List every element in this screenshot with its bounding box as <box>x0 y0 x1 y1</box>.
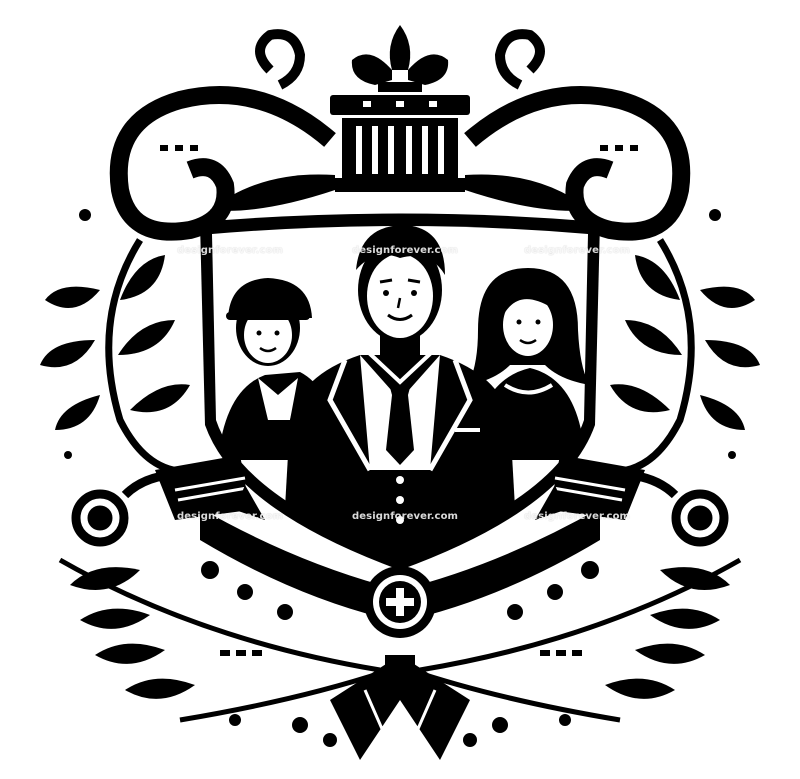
watermark-text: designforever.com <box>524 511 631 522</box>
watermark-text: designforever.com <box>524 245 631 256</box>
watermark-text: designforever.com <box>177 511 284 522</box>
crown-icon <box>330 95 470 192</box>
fleur-de-lis-icon <box>352 25 448 92</box>
cross-medallion-icon <box>364 566 436 638</box>
watermark-text: designforever.com <box>177 245 284 256</box>
watermark-text: designforever.com <box>352 511 459 522</box>
watermark-text: designforever.com <box>352 245 459 256</box>
